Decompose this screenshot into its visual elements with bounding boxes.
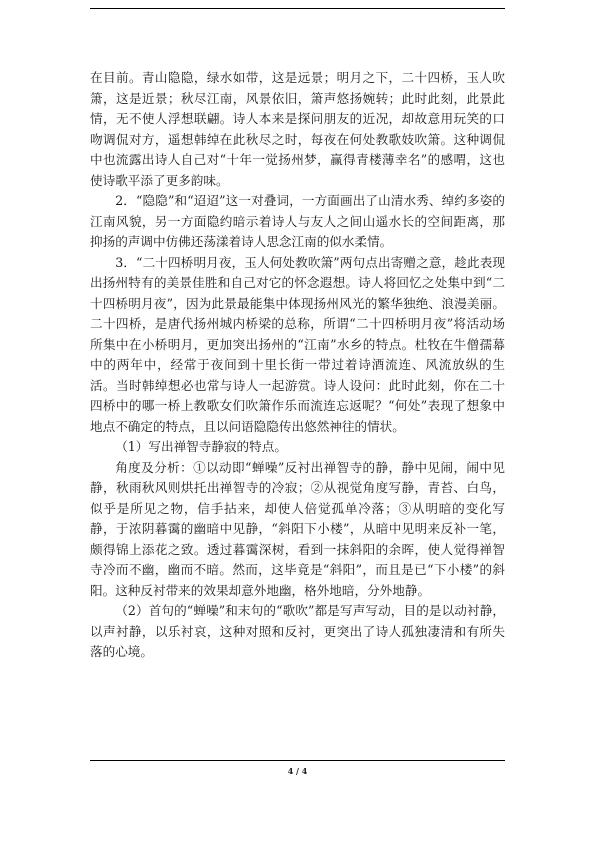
paragraph-answer-2: 2．“隐隐”和“迢迢”这一对叠词，一方面画出了山清水秀、绰约多姿的江南风貌，另一方面隐约暗示着诗人与友人之间山遥水长的空间距离，那抑扬的声调中仿佛还荡漾着诗人思念江南的似水柔情。 — [90, 193, 505, 249]
page-number: 4 / 4 — [287, 766, 308, 776]
paragraph-continuation: 在目前。青山隐隐，绿水如带，这是远景；明月之下，二十四桥，玉人吹箫，这是近景；秋尽江南，风景依旧，箫声悠扬婉转；此时此刻，此景此情，无不使人浮想联翩。诗人本来是探问朋友的近况，却故意用玩笑的口吻调侃对方，遥想韩绰在此秋尽之时，每夜在何处教歌妓吹箫。这种调侃中也流露出诗人自己对“十年一觉扬州梦，赢得青楼薄幸名”的感喟，这也使诗歌平添了更多韵味。 — [90, 70, 505, 188]
document-body — [90, 68, 505, 663]
paragraph-answer-3: 3．“二十四桥明月夜，玉人何处教吹箫”两句点出寄赠之意，趁此表现出扬州特有的美景佳胜和自己对它的怀念遐想。诗人将回忆之处集中到“二十四桥明月夜”，因为此景最能集中体现扬州风光的繁华独绝、浪漫美丽。二十四桥，是唐代扬州城内桥梁的总称，所谓“二十四桥明月夜”将活动场所集中在小桥明月，更加突出扬州的“江南”水乡的特点。杜牧在牛僧孺幕中的两年中，经常于夜间到十里长街一带过着诗酒流连、风流放纵的生活。当时韩绰想必也常与诗人一起游赏。诗人设问：此时此刻，你在二十四桥中的哪一桥上教歌女们吹箫作乐而流连忘返呢？“何处”表现了想象中地点不确定的特点，且以问语隐隐传出悠然神往的情状。 — [90, 254, 505, 434]
footer-rule — [90, 760, 505, 761]
paragraph-subquestion-2: （2）首句的“蝉噪”和末句的“歌吹”都是写声写动，目的是以动衬静，以声衬静，以乐衬哀，这种对照和反衬，更突出了诗人孤独凄清和有所失落的心境。 — [90, 603, 505, 659]
header-rule — [90, 8, 505, 9]
paragraph-analysis: 角度及分析：①以动即“蝉噪”反衬出禅智寺的静，静中见闹，闹中见静，秋雨秋风则烘托出禅智寺的冷寂；②从视觉角度写静，青苔、白鸟，似乎是所见之物，信手拈来，却使人倍觉孤单冷落；③从明暗的变化写静，于浓阴暮霭的幽暗中见静，“斜阳下小楼”，从暗中见明来反补一笔，颇得锦上添花之致。透过暮霭深树，看到一抹斜阳的余晖，使人觉得禅智寺冷而不幽，幽而不暗。然而，这毕竟是“斜阳”，而且是已“下小楼”的斜阳。这种反衬带来的效果却意外地幽，格外地暗，分外地静。 — [90, 459, 505, 598]
paragraph-subquestion-1: （1）写出禅智寺静寂的特点。 — [115, 439, 287, 454]
